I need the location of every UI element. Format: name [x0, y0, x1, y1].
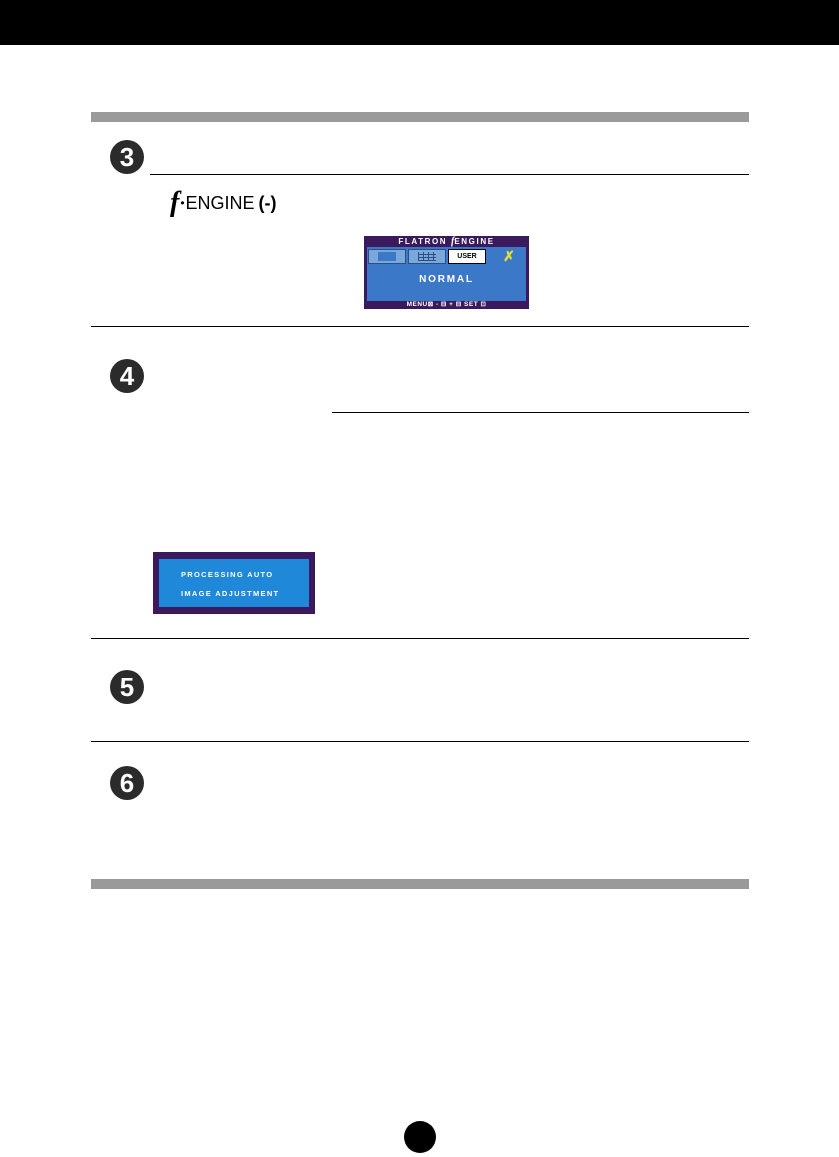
osd-footer: MENU⊠ - ⊟ + ⊟ SET ⊡ [406, 301, 487, 308]
osd-title-left: FLATRON [398, 237, 452, 246]
step-4-number: 4 [110, 359, 144, 393]
osd-panel [367, 247, 526, 301]
osd-tab-monitor[interactable] [368, 249, 406, 264]
fengine-text: ENGINE [185, 192, 255, 213]
header-bar [0, 0, 839, 45]
osd-tab-user[interactable] [448, 249, 486, 264]
processing-line-1: PROCESSING AUTO [181, 570, 274, 579]
page-number-badge [404, 1121, 436, 1153]
osd-title-f: f [451, 236, 455, 247]
fengine-button-label [170, 187, 277, 218]
divider-3-4 [91, 326, 749, 327]
divider-4-5 [91, 638, 749, 639]
step-3-number: 3 [110, 140, 144, 174]
user-icon: USER [457, 253, 477, 260]
fengine-f-glyph: f [170, 187, 180, 218]
fengine-osd-menu [364, 236, 529, 309]
fengine-suffix: (-) [258, 192, 277, 213]
processing-panel [159, 559, 309, 607]
osd-tab-text[interactable] [408, 249, 446, 264]
processing-line-2: IMAGE ADJUSTMENT [181, 589, 280, 598]
section-bottom-rule [91, 879, 749, 889]
x-icon[interactable]: ✗ [503, 248, 515, 264]
osd-title-right: ENGINE [454, 237, 495, 246]
step-3-underline [150, 174, 749, 175]
fengine-dot: • [180, 196, 185, 210]
section-top-rule [91, 112, 749, 122]
processing-osd [153, 552, 315, 614]
osd-title [364, 236, 529, 247]
monitor-icon [378, 252, 396, 261]
step-6-number: 6 [110, 766, 144, 800]
step-4-underline [332, 412, 749, 413]
step-5-number: 5 [110, 670, 144, 704]
grid-icon [418, 252, 436, 261]
osd-mode-text: NORMAL [419, 274, 474, 285]
divider-5-6 [91, 741, 749, 742]
